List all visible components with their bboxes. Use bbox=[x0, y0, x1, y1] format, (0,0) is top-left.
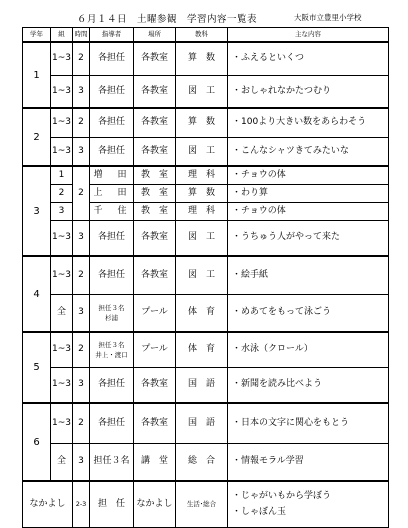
content-cell: ・100より大きい数をあらわそう bbox=[228, 108, 389, 137]
class-cell: 全 bbox=[51, 443, 73, 481]
content-line: ・しゃぼん玉 bbox=[232, 507, 287, 518]
teacher-cell: 各担任 bbox=[90, 137, 134, 166]
content-cell: ・こんなシャツきてみたいな bbox=[228, 137, 389, 166]
class-cell: 1~3 bbox=[51, 367, 73, 403]
subject-cell: 総 合 bbox=[176, 443, 228, 481]
header-place: 場所 bbox=[134, 28, 176, 43]
subject-cell: 図 工 bbox=[176, 137, 228, 166]
class-cell: 1~3 bbox=[51, 403, 73, 443]
nakayoshi-label: なかよし bbox=[23, 481, 73, 527]
teacher-cell: 各担任 bbox=[90, 220, 134, 256]
teacher-cell: 各担任 bbox=[90, 256, 134, 294]
teacher-cell: 各担任 bbox=[90, 108, 134, 137]
subject-cell: 国 語 bbox=[176, 403, 228, 443]
teacher-cell: 各担任 bbox=[90, 42, 134, 75]
content-line: ・じゃがいもから学ぼう bbox=[232, 491, 332, 502]
teacher-cell bbox=[90, 294, 134, 332]
content-cell bbox=[228, 481, 389, 527]
subject-cell: 理 科 bbox=[176, 166, 228, 184]
header-subject: 教科 bbox=[176, 28, 228, 43]
place-cell: 教 室 bbox=[134, 202, 176, 220]
period-cell: 3 bbox=[73, 75, 90, 108]
table-row bbox=[23, 75, 389, 108]
header-period: 時間 bbox=[73, 28, 90, 43]
subject-cell: 理 科 bbox=[176, 202, 228, 220]
teacher-cell: 千 住 bbox=[90, 202, 134, 220]
place-cell: プール bbox=[134, 332, 176, 367]
period-cell: 2 bbox=[73, 256, 90, 294]
table-row bbox=[23, 137, 389, 166]
teacher-line: 担任３名 bbox=[98, 340, 125, 349]
period-cell: 3 bbox=[73, 220, 90, 256]
period-cell: 2-3 bbox=[73, 481, 90, 527]
class-cell: 1 bbox=[51, 166, 73, 184]
class-cell: 1~3 bbox=[51, 108, 73, 137]
subject-cell: 算 数 bbox=[176, 108, 228, 137]
header-row bbox=[23, 28, 389, 43]
teacher-cell: 担 任 bbox=[90, 481, 134, 527]
subject-cell: 体 育 bbox=[176, 294, 228, 332]
teacher-line: 井上・渡口 bbox=[95, 350, 128, 359]
grade-cell: 4 bbox=[23, 256, 51, 332]
subject-cell: 図 工 bbox=[176, 220, 228, 256]
teacher-line: 杉浦 bbox=[105, 313, 118, 322]
table-row bbox=[23, 481, 389, 527]
place-cell: 各教室 bbox=[134, 403, 176, 443]
period-cell: 2 bbox=[73, 108, 90, 137]
table-row bbox=[23, 367, 389, 403]
content-cell: ・情報モラル学習 bbox=[228, 443, 389, 481]
table-row bbox=[23, 443, 389, 481]
table-row bbox=[23, 256, 389, 294]
content-cell: ・わり算 bbox=[228, 184, 389, 202]
table-row bbox=[23, 166, 389, 184]
place-cell: プール bbox=[134, 294, 176, 332]
place-cell: 各教室 bbox=[134, 75, 176, 108]
place-cell: なかよし bbox=[134, 481, 176, 527]
table-row bbox=[23, 42, 389, 75]
class-cell: 全 bbox=[51, 294, 73, 332]
table-row bbox=[23, 403, 389, 443]
teacher-cell: 各担任 bbox=[90, 403, 134, 443]
schedule-table bbox=[22, 27, 389, 528]
grade-cell: 5 bbox=[23, 332, 51, 403]
period-cell: 2 bbox=[73, 403, 90, 443]
content-cell: ・チョウの体 bbox=[228, 166, 389, 184]
class-cell: 1~3 bbox=[51, 220, 73, 256]
content-cell: ・おしゃれなかたつむり bbox=[228, 75, 389, 108]
page-header bbox=[0, 11, 408, 25]
header-grade: 学年 bbox=[23, 28, 51, 43]
teacher-cell: 増 田 bbox=[90, 166, 134, 184]
content-cell: ・新聞を読み比べよう bbox=[228, 367, 389, 403]
period-cell: 3 bbox=[73, 367, 90, 403]
class-cell: 1~3 bbox=[51, 332, 73, 367]
period-cell: 3 bbox=[73, 137, 90, 166]
class-cell: 1~3 bbox=[51, 137, 73, 166]
class-cell: 2 bbox=[51, 184, 73, 202]
content-cell: ・めあてをもって泳ごう bbox=[228, 294, 389, 332]
page-title: ６月１４日 土曜参観 学習内容一覧表 bbox=[77, 14, 258, 25]
grade-cell: 2 bbox=[23, 108, 51, 166]
subject-cell: 体 育 bbox=[176, 332, 228, 367]
class-cell: 1~3 bbox=[51, 256, 73, 294]
content-cell: ・水泳（クロール） bbox=[228, 332, 389, 367]
period-cell: 2 bbox=[73, 42, 90, 75]
school-name: 大阪市立豊里小学校 bbox=[294, 13, 362, 22]
content-cell: ・絵手紙 bbox=[228, 256, 389, 294]
class-cell: 1~3 bbox=[51, 42, 73, 75]
teacher-cell: 各担任 bbox=[90, 75, 134, 108]
table-row bbox=[23, 220, 389, 256]
teacher-cell bbox=[90, 332, 134, 367]
subject-cell: 算 数 bbox=[176, 184, 228, 202]
header-teacher: 指導者 bbox=[90, 28, 134, 43]
place-cell: 各教室 bbox=[134, 256, 176, 294]
teacher-cell: 上 田 bbox=[90, 184, 134, 202]
place-cell: 各教室 bbox=[134, 108, 176, 137]
place-cell: 教 室 bbox=[134, 166, 176, 184]
header-class: 組 bbox=[51, 28, 73, 43]
table-row bbox=[23, 108, 389, 137]
period-cell: 2 bbox=[73, 166, 90, 220]
place-cell: 教 室 bbox=[134, 184, 176, 202]
table-row bbox=[23, 294, 389, 332]
place-cell: 各教室 bbox=[134, 220, 176, 256]
grade-cell: 6 bbox=[23, 403, 51, 481]
teacher-line: 担任３名 bbox=[98, 303, 125, 312]
period-cell: 3 bbox=[73, 294, 90, 332]
grade-cell: 1 bbox=[23, 42, 51, 108]
period-cell: 3 bbox=[73, 443, 90, 481]
header-content: 主な内容 bbox=[228, 28, 389, 43]
place-cell: 各教室 bbox=[134, 137, 176, 166]
period-cell: 2 bbox=[73, 332, 90, 367]
subject-cell: 生活･総合 bbox=[176, 481, 228, 527]
place-cell: 各教室 bbox=[134, 367, 176, 403]
content-cell: ・うちゅう人がやって来た bbox=[228, 220, 389, 256]
table-row bbox=[23, 332, 389, 367]
content-cell: ・日本の文字に関心をもとう bbox=[228, 403, 389, 443]
class-cell: 1~3 bbox=[51, 75, 73, 108]
subject-cell: 図 工 bbox=[176, 256, 228, 294]
subject-cell: 国 語 bbox=[176, 367, 228, 403]
content-cell: ・ふえるといくつ bbox=[228, 42, 389, 75]
subject-cell: 図 工 bbox=[176, 75, 228, 108]
teacher-cell: 担任３名 bbox=[90, 443, 134, 481]
place-cell: 各教室 bbox=[134, 42, 176, 75]
class-cell: 3 bbox=[51, 202, 73, 220]
grade-cell: 3 bbox=[23, 166, 51, 256]
place-cell: 講 堂 bbox=[134, 443, 176, 481]
content-cell: ・チョウの体 bbox=[228, 202, 389, 220]
subject-cell: 算 数 bbox=[176, 42, 228, 75]
teacher-cell: 各担任 bbox=[90, 367, 134, 403]
